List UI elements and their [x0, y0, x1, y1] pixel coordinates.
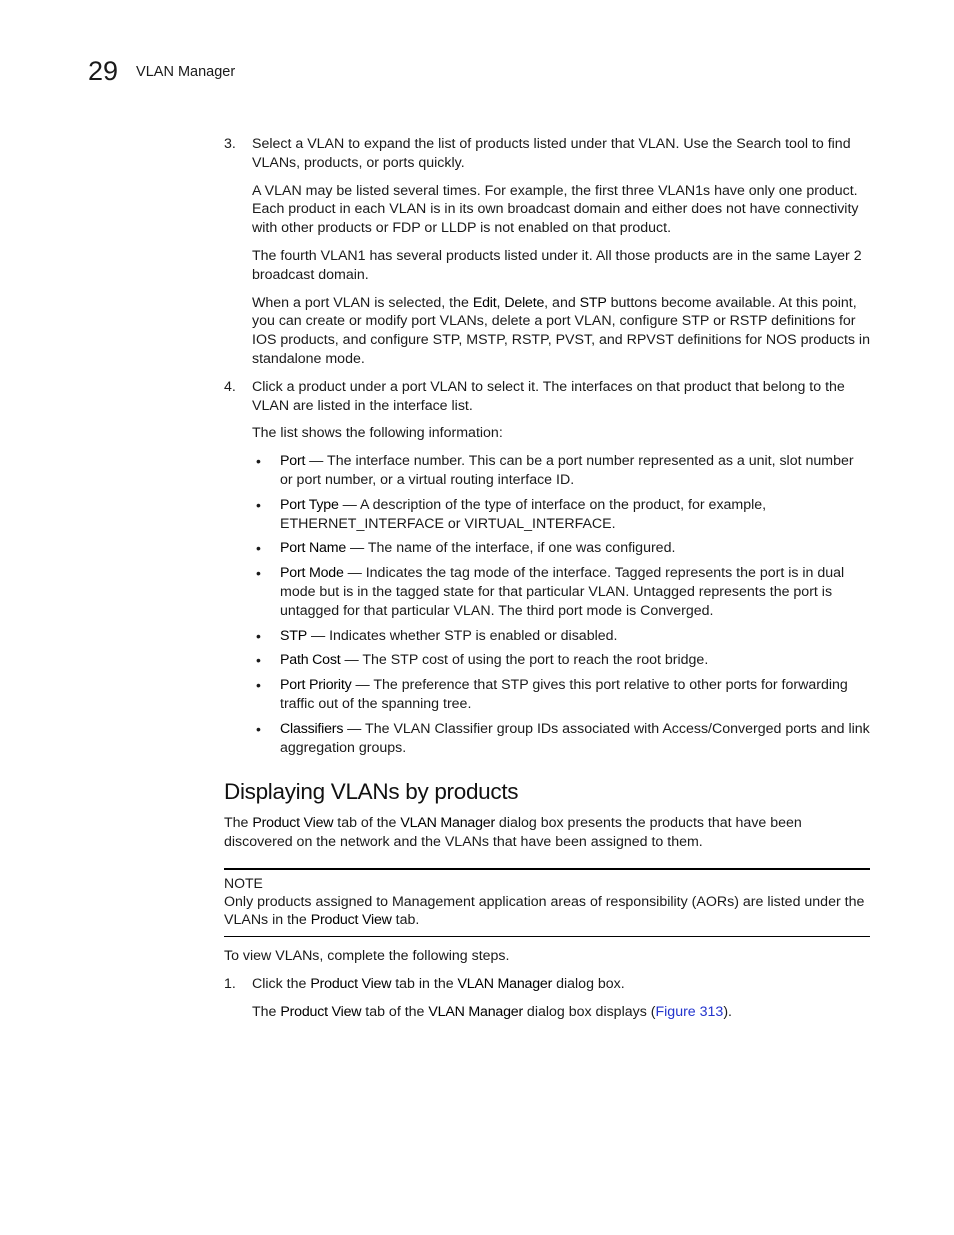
step-number: 3.: [224, 136, 236, 152]
ui-term-stp: STP: [579, 294, 607, 311]
note-box: [224, 868, 870, 937]
note-text: Only products assigned to Management application areas of responsibility (AORs) are listed under the VLANs in the Product View tab.: [224, 893, 865, 929]
step-1: [224, 975, 870, 994]
list-item: • Port — The interface number. This can be a port number represented as a unit, slot number or port number, or a virtual routing interface ID.: [252, 452, 870, 490]
step-text: Click a product under a port VLAN to select it. The interfaces on that product that belong to the VLAN are listed in the interface list.: [252, 378, 845, 414]
paragraph: When a port VLAN is selected, the Edit, Delete, and STP buttons become available. At this point, you can create or modify port VLANs, delete a port VLAN, configure STP or RSTP definitions for IOS products, and configure STP, MSTP, RSTP, PVST, and RPVST definitions for NOS products in standalone mode.: [252, 294, 870, 367]
chapter-title: VLAN Manager: [136, 64, 236, 80]
list-item: • Port Priority — The preference that STP gives this port relative to other ports for forwarding traffic out of the spanning tree.: [252, 676, 870, 714]
chapter-number: 29: [88, 56, 119, 86]
ui-term-edit: Edit: [472, 294, 497, 311]
section-heading: Displaying VLANs by products: [224, 779, 519, 805]
paragraph: The list shows the following information:: [252, 425, 503, 442]
list-item: • Port Type — A description of the type of interface on the product, for example, ETHERNET_INTERFACE or VIRTUAL_INTERFACE.: [252, 496, 870, 534]
bullet-icon: •: [256, 496, 261, 513]
ui-term-delete: Delete: [504, 294, 545, 311]
paragraph: The Product View tab of the VLAN Manager dialog box displays (Figure 313).: [252, 1003, 732, 1020]
bullet-icon: •: [256, 540, 261, 557]
list-item: • Port Mode — Indicates the tag mode of the interface. Tagged represents the port is in dual mode but is in the tagged state for that particular VLAN. Untagged represents the port is untagged for that particular VLAN. The third port mode is Converged.: [252, 564, 870, 620]
paragraph: To view VLANs, complete the following steps.: [224, 948, 510, 965]
paragraph: A VLAN may be listed several times. For example, the first three VLAN1s have only one product. Each product in each VLAN is in its own broadcast domain and either does not have connectivity with other products or FDP or LLDP is not enabled on that product.: [252, 182, 859, 237]
step-text: Click the Product View tab in the VLAN Manager dialog box.: [252, 975, 625, 992]
list-item: • Classifiers — The VLAN Classifier group IDs associated with Access/Converged ports and link aggregation groups.: [252, 720, 870, 758]
step-number: 1.: [224, 975, 236, 992]
bullet-icon: •: [256, 677, 261, 694]
bullet-icon: •: [256, 720, 261, 737]
bullet-icon: •: [256, 652, 261, 669]
bullet-icon: •: [256, 565, 261, 582]
paragraph: The Product View tab of the VLAN Manager dialog box presents the products that have been discovered on the network and the VLANs that have been assigned to them.: [224, 815, 802, 850]
main-content: [224, 135, 870, 1021]
step-number: 4.: [224, 378, 236, 395]
step-text: Select a VLAN to expand the list of products listed under that VLAN. Use the Search tool to find VLANs, products, or ports quickly.: [252, 136, 851, 171]
bullet-icon: •: [256, 627, 261, 644]
list-item: • STP — Indicates whether STP is enabled or disabled.: [252, 627, 870, 646]
list-item: • Port Name — The name of the interface, if one was configured.: [252, 539, 870, 558]
note-label: NOTE: [224, 874, 263, 891]
list-item: • Path Cost — The STP cost of using the port to reach the root bridge.: [252, 651, 870, 670]
figure-313-link[interactable]: Figure 313: [655, 1003, 724, 1020]
paragraph: The fourth VLAN1 has several products listed under it. All those products are in the same Layer 2 broadcast domain.: [252, 247, 862, 283]
page-header: [88, 56, 235, 87]
step-3: [224, 135, 870, 173]
bullet-list: [224, 452, 870, 757]
step-4: [224, 378, 870, 416]
bullet-icon: •: [256, 453, 261, 470]
